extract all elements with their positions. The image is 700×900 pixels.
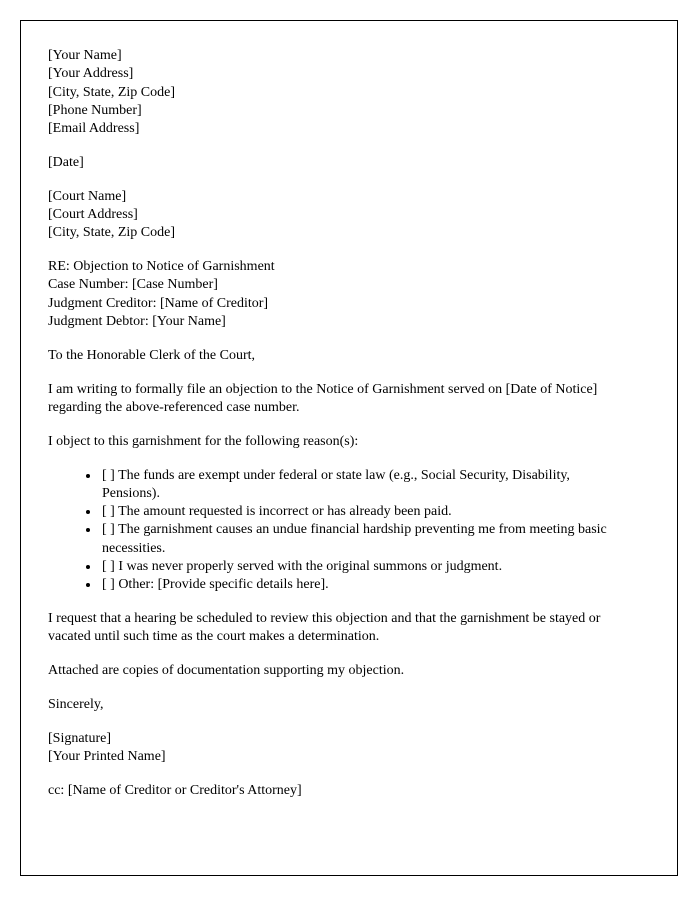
sender-address-block — [48, 47, 627, 138]
date-block — [48, 154, 627, 172]
salutation: To the Honorable Clerk of the Court, — [48, 347, 256, 363]
subject-case-number: Case Number: [Case Number] — [48, 277, 218, 293]
closing: Sincerely, — [48, 697, 104, 713]
sender-phone: [Phone Number] — [48, 102, 142, 118]
hearing-request-paragraph: I request that a hearing be scheduled to review this objection and that the garnishment be stayed or vacated until such time as the court makes a determination. — [48, 611, 601, 645]
court-address: [Court Address] — [48, 207, 138, 223]
cc-line: cc: [Name of Creditor or Creditor's Attorney] — [48, 782, 302, 798]
subject-judgment-debtor: Judgment Debtor: [Your Name] — [48, 314, 226, 330]
printed-name: [Your Printed Name] — [48, 749, 166, 765]
reason-item-financial-hardship: • [ ] The garnishment causes an undue financial hardship preventing me from meeting basic necessities. — [100, 521, 627, 558]
subject-judgment-creditor: Judgment Creditor: [Name of Creditor] — [48, 295, 269, 311]
signature-placeholder: [Signature] — [48, 730, 111, 746]
reasons-list — [48, 467, 627, 595]
reason-item-exempt-funds: • [ ] The funds are exempt under federal or state law (e.g., Social Security, Disability, Pensions). — [100, 467, 627, 504]
court-name: [Court Name] — [48, 188, 127, 204]
intro-paragraph: I am writing to formally file an objection to the Notice of Garnishment served on [Date of Notice] regarding the above-referenced case number. — [48, 381, 598, 415]
subject-block — [48, 258, 627, 331]
sender-address: [Your Address] — [48, 66, 134, 82]
attached-documentation-paragraph: Attached are copies of documentation supporting my objection. — [48, 663, 405, 679]
reasons-lead: I object to this garnishment for the following reason(s): — [48, 433, 359, 449]
signature-block — [48, 730, 627, 767]
subject-re-line: RE: Objection to Notice of Garnishment — [48, 259, 275, 275]
court-city-state-zip: [City, State, Zip Code] — [48, 225, 176, 241]
sender-city-state-zip: [City, State, Zip Code] — [48, 84, 176, 100]
sender-email: [Email Address] — [48, 121, 140, 137]
reason-item-not-served: • [ ] I was never properly served with the original summons or judgment. — [100, 558, 627, 576]
court-address-block — [48, 188, 627, 243]
reason-item-other: • [ ] Other: [Provide specific details here]. — [100, 576, 627, 594]
sender-name: [Your Name] — [48, 48, 122, 63]
reason-item-incorrect-amount: • [ ] The amount requested is incorrect or has already been paid. — [100, 503, 627, 521]
letter-page — [20, 20, 678, 876]
letter-date: [Date] — [48, 154, 84, 170]
